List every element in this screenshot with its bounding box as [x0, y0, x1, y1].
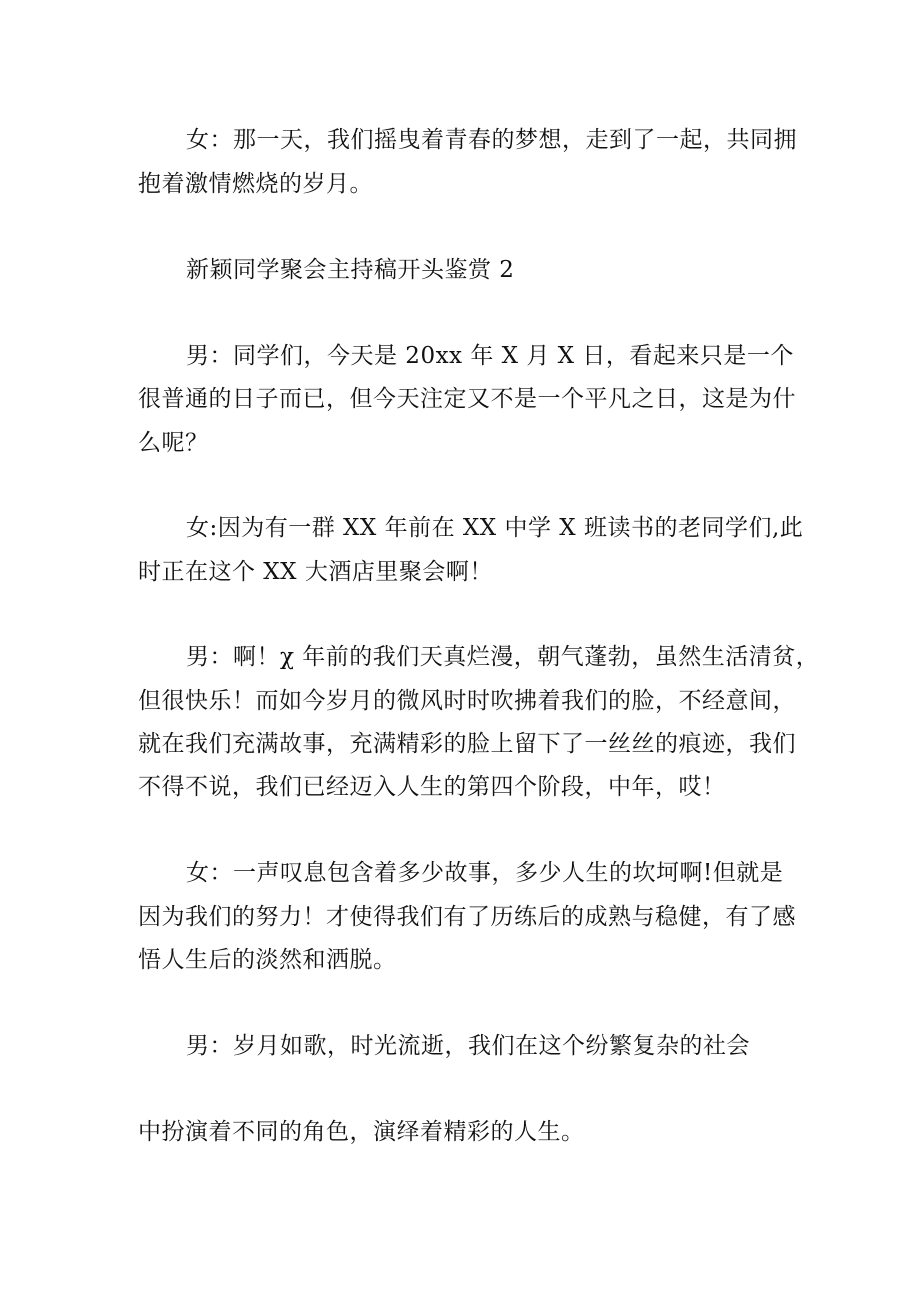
paragraph-5-line-4: 不得不说，我们已经迈入人生的第四个阶段，中年，哎！: [138, 774, 726, 800]
paragraph-3-line-1: 男：同学们，今天是 20xx 年 X 月 X 日，看起来只是一个: [186, 343, 794, 369]
section-heading: 新颖同学聚会主持稿开头鉴赏 2: [186, 257, 515, 283]
paragraph-1-line-2: 抱着激情燃烧的岁月。: [138, 171, 373, 197]
paragraph-3-line-2: 很普通的日子而已，但今天注定又不是一个平凡之日，这是为什: [138, 386, 796, 412]
paragraph-5-line-3: 就在我们充满故事，充满精彩的脸上留下了一丝丝的痕迹，我们: [138, 731, 796, 757]
paragraph-1-line-1: 女：那一天，我们摇曳着青春的梦想，走到了一起，共同拥: [186, 127, 797, 153]
paragraph-4-line-1: 女:因为有一群 XX 年前在 XX 中学 X 班读书的老同学们,此: [186, 515, 804, 541]
paragraph-8-line-1: 中扮演着不同的角色，演绎着精彩的人生。: [138, 1119, 585, 1145]
paragraph-6-line-3: 悟人生后的淡然和洒脱。: [138, 947, 397, 973]
paragraph-7-line-1: 男：岁月如歌，时光流逝，我们在这个纷繁复杂的社会: [186, 1033, 750, 1059]
paragraph-5-line-2: 但很快乐！而如今岁月的微风时时吹拂着我们的脸，不经意间，: [138, 688, 796, 714]
paragraph-3-line-3: 么呢？: [138, 430, 209, 456]
paragraph-4-line-2: 时正在这个 XX 大酒店里聚会啊！: [138, 559, 493, 585]
paragraph-6-line-1: 女：一声叹息包含着多少故事，多少人生的坎坷啊!但就是: [186, 860, 784, 886]
paragraph-6-line-2: 因为我们的努力！才使得我们有了历练后的成熟与稳健，有了感: [138, 904, 796, 930]
paragraph-5-line-1: 男：啊！χ 年前的我们天真烂漫，朝气蓬勃，虽然生活清贫，: [186, 644, 820, 670]
